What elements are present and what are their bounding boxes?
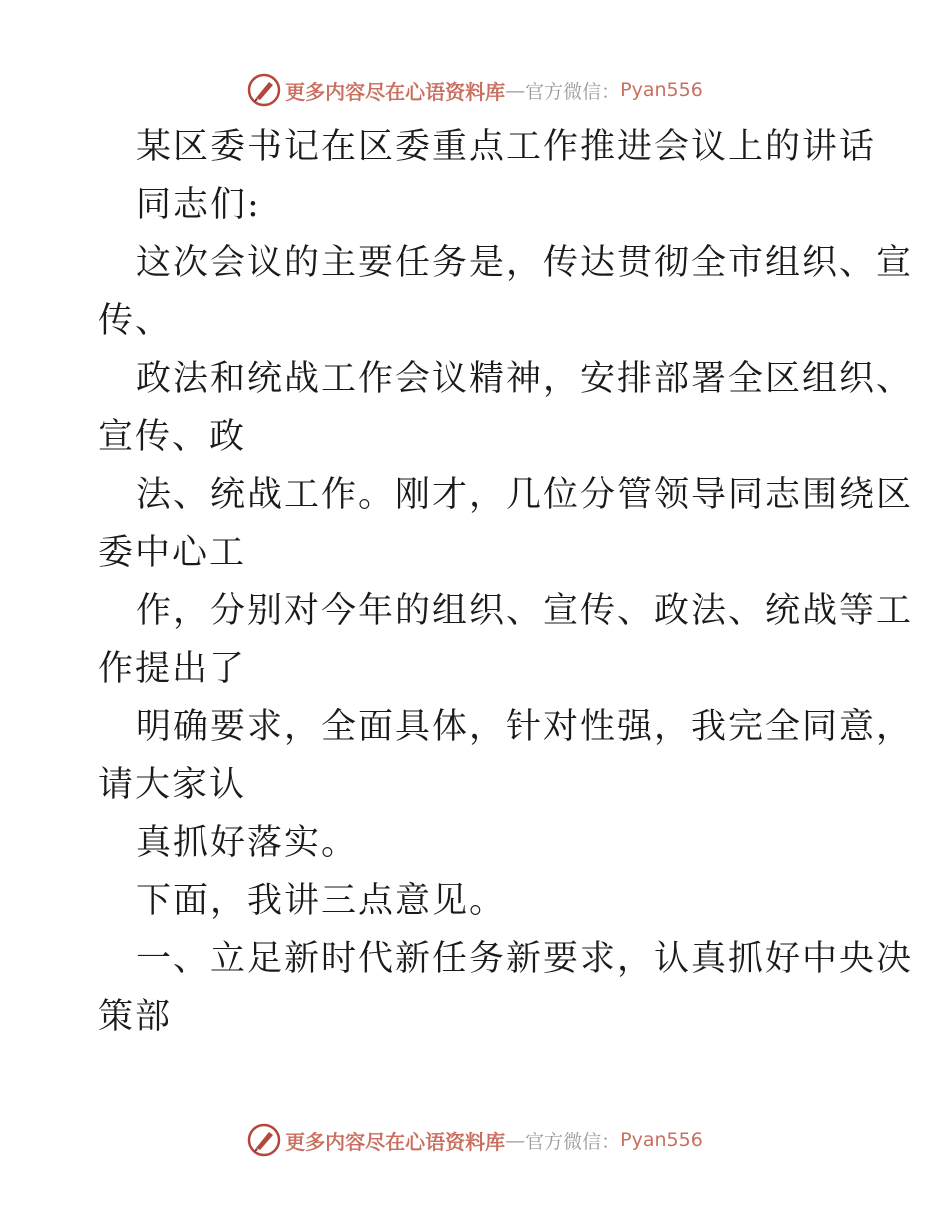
header-watermark (0, 70, 950, 110)
doc-line: 策部 (98, 997, 173, 1037)
doc-line: 真抓好落实。 (136, 823, 359, 863)
doc-line: 宣传、政 (98, 417, 247, 457)
watermark-separator: — (505, 78, 526, 102)
doc-line: 明确要求，全面具体，针对性强，我完全同意， (136, 707, 914, 747)
doc-line: 请大家认 (98, 765, 247, 805)
watermark-brand: 更多内容尽在心语资料库 (285, 1129, 506, 1154)
watermark-wechat-label: 官方微信： (525, 80, 621, 103)
doc-line: 法、统战工作。刚才，几位分管领导同志围绕区 (136, 475, 914, 515)
watermark-brand: 更多内容尽在心语资料库 (285, 79, 506, 104)
doc-line: 作，分别对今年的组织、宣传、政法、统战等工 (136, 591, 914, 631)
document-body (98, 118, 914, 1046)
watermark-wechat-id: Pyan556 (620, 1129, 703, 1151)
doc-line: 这次会议的主要任务是，传达贯彻全市组织、宣 (136, 243, 914, 283)
doc-line: 下面，我讲三点意见。 (136, 881, 507, 921)
watermark-separator: — (505, 1128, 526, 1152)
footer-watermark (0, 1120, 950, 1160)
doc-line: 某区委书记在区委重点工作推进会议上的讲话 (136, 127, 877, 167)
doc-line: 作提出了 (98, 649, 247, 689)
doc-line: 传、 (98, 301, 173, 341)
pen-logo-icon (247, 73, 281, 107)
doc-line: 政法和统战工作会议精神，安排部署全区组织、 (136, 359, 914, 399)
watermark-wechat-label: 官方微信： (525, 1130, 621, 1153)
watermark-wechat-id: Pyan556 (620, 79, 703, 101)
pen-logo-icon (247, 1123, 281, 1157)
doc-line: 同志们: (136, 185, 261, 225)
doc-line: 一、立足新时代新任务新要求，认真抓好中央决 (136, 939, 914, 979)
doc-line: 委中心工 (98, 533, 247, 573)
